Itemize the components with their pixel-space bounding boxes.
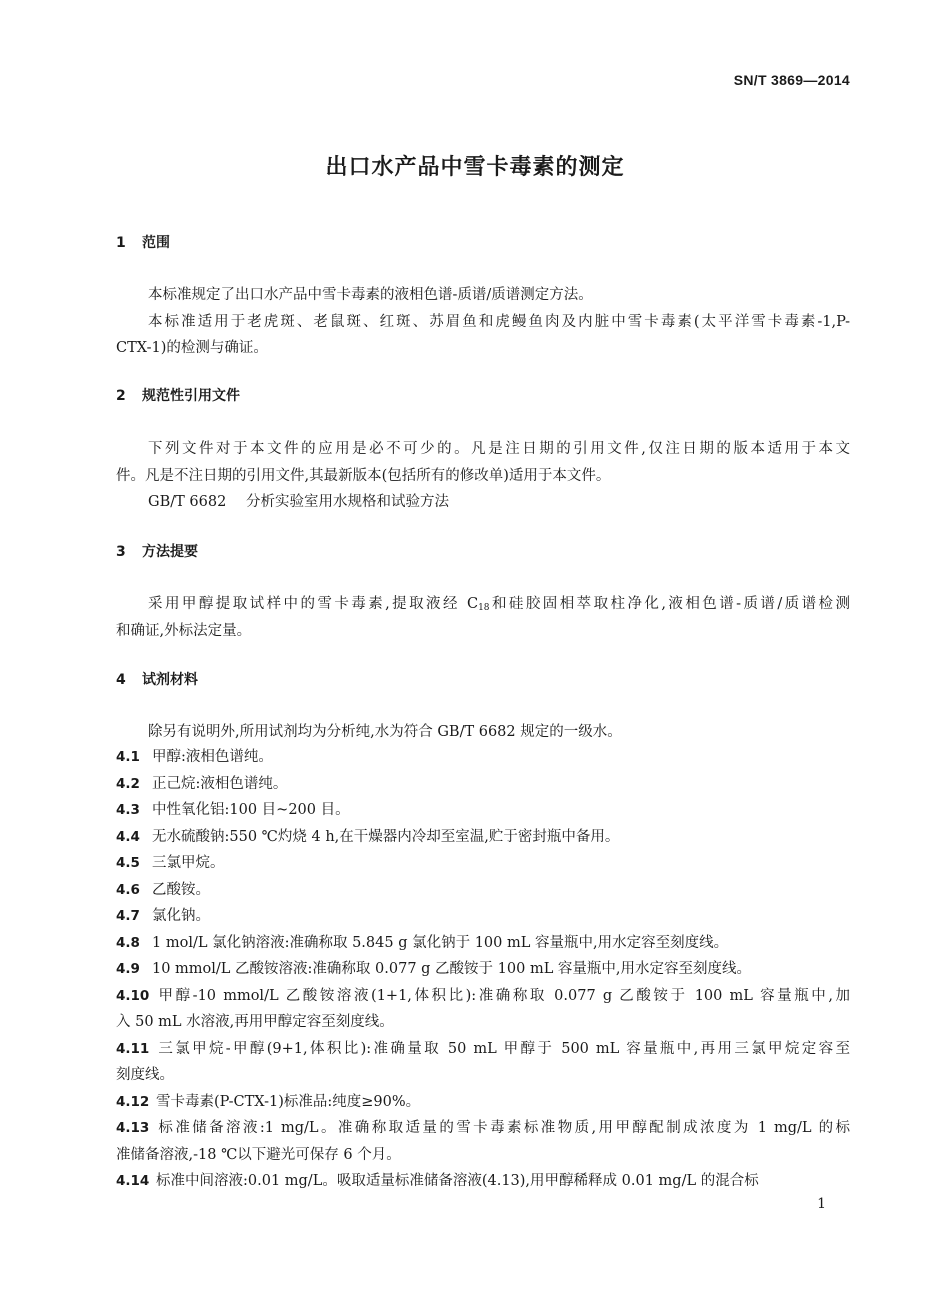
section-title: 规范性引用文件 (142, 388, 240, 404)
item-text: 无水硫酸钠:550 ℃灼烧 4 h,在干燥器内冷却至室温,贮于密封瓶中备用。 (152, 828, 620, 845)
section-number: 2 (116, 388, 126, 404)
document-title: 出口水产品中雪卡毒素的测定 (325, 155, 625, 180)
item-text: 三氯甲烷。 (152, 855, 225, 871)
reagent-item (116, 772, 850, 793)
reagent-item (116, 825, 850, 846)
item-text: 甲醇:液相色谱纯。 (152, 749, 273, 765)
section-4-heading (116, 669, 198, 689)
item-text: 氯化钠。 (152, 908, 210, 924)
item-number: 4.10 (116, 987, 150, 1004)
paragraph-continuation: CTX-1)的检测与确证。 (116, 340, 268, 356)
section-1-heading (116, 232, 170, 252)
paragraph: 本标准规定了出口水产品中雪卡毒素的液相色谱-质谱/质谱测定方法。 (148, 287, 593, 303)
item-number: 4.8 (116, 934, 140, 951)
normative-reference (148, 490, 449, 511)
section-title: 范围 (142, 235, 170, 251)
reagent-item (116, 798, 850, 819)
section-number: 4 (116, 672, 126, 688)
reference-title: 分析实验室用水规格和试验方法 (246, 494, 449, 510)
reagent-item (116, 1116, 850, 1137)
item-number: 4.13 (116, 1120, 150, 1136)
item-number: 4.14 (116, 1173, 150, 1189)
reagent-item (116, 1037, 850, 1058)
reagent-item (116, 1090, 850, 1111)
item-number: 4.11 (116, 1040, 150, 1057)
item-number: 4.7 (116, 908, 140, 924)
text-run: 和硅胶固相萃取柱净化,液相色谱-质谱/质谱检测 (489, 596, 850, 612)
paragraph-continuation: 件。凡是不注日期的引用文件,其最新版本(包括所有的修改单)适用于本文件。 (116, 468, 611, 484)
reagent-item (116, 1169, 850, 1190)
item-text: 标准中间溶液:0.01 mg/L。吸取适量标准储备溶液(4.13),用甲醇稀释成 0.01 mg/L 的混合标 (156, 1173, 759, 1189)
reagent-item (116, 957, 850, 978)
section-number: 3 (116, 544, 126, 560)
item-number: 4.2 (116, 775, 140, 792)
reference-code: GB/T 6682 (148, 494, 227, 510)
paragraph: 除另有说明外,所用试剂均为分析纯,水为符合 GB/T 6682 规定的一级水。 (148, 724, 622, 740)
paragraph-continuation: 和确证,外标法定量。 (116, 623, 252, 639)
item-text: 三氯甲烷-甲醇(9+1,体积比):准确量取 50 mL 甲醇于 500 mL 容量瓶中,再用三氯甲烷定容至 (156, 1040, 850, 1057)
item-text: 10 mmol/L 乙酸铵溶液:准确称取 0.077 g 乙酸铵于 100 mL 容量瓶中,用水定容至刻度线。 (152, 961, 752, 977)
paragraph: 本标准适用于老虎斑、老鼠斑、红斑、苏眉鱼和虎鳗鱼肉及内脏中雪卡毒素(太平洋雪卡毒素-1,P- (148, 314, 850, 330)
reagent-item (116, 931, 850, 952)
standard-code: SN/T 3869—2014 (733, 72, 850, 88)
reagent-item (116, 984, 850, 1005)
item-number: 4.4 (116, 828, 140, 845)
item-text: 中性氧化铝:100 目~200 目。 (152, 802, 350, 818)
section-3-heading (116, 541, 198, 561)
item-text: 乙酸铵。 (152, 881, 210, 898)
page-number: 1 (817, 1196, 826, 1212)
item-number: 4.3 (116, 802, 140, 818)
reagent-item (116, 745, 850, 766)
section-2-heading (116, 385, 240, 405)
paragraph: 下列文件对于本文件的应用是必不可少的。凡是注日期的引用文件,仅注日期的版本适用于本文 (148, 441, 850, 457)
item-number: 4.9 (116, 961, 140, 977)
section-title: 方法提要 (142, 544, 198, 560)
item-number: 4.12 (116, 1093, 150, 1110)
section-number: 1 (116, 235, 126, 251)
item-number: 4.6 (116, 881, 140, 898)
reagent-item (116, 904, 850, 925)
item-continuation: 入 50 mL 水溶液,再用甲醇定容至刻度线。 (116, 1014, 394, 1030)
text-run: 采用甲醇提取试样中的雪卡毒素,提取液经 C (148, 596, 479, 612)
item-text: 1 mol/L 氯化钠溶液:准确称取 5.845 g 氯化钠于 100 mL 容量瓶中,用水定容至刻度线。 (152, 934, 729, 951)
item-text: 正己烷:液相色谱纯。 (152, 775, 288, 792)
reagent-item (116, 878, 850, 899)
item-continuation: 刻度线。 (116, 1067, 174, 1083)
item-text: 标准储备溶液:1 mg/L。准确称取适量的雪卡毒素标准物质,用甲醇配制成浓度为 1 mg/L 的标 (156, 1120, 850, 1136)
item-text: 雪卡毒素(P-CTX-1)标准品:纯度≥90%。 (156, 1093, 421, 1110)
section-title: 试剂材料 (142, 672, 198, 688)
paragraph (148, 592, 850, 613)
item-number: 4.1 (116, 749, 140, 765)
subscript: 18 (478, 603, 490, 613)
item-number: 4.5 (116, 855, 140, 871)
item-continuation: 准储备溶液,-18 ℃以下避光可保存 6 个月。 (116, 1146, 401, 1163)
item-text: 甲醇-10 mmol/L 乙酸铵溶液(1+1,体积比):准确称取 0.077 g 乙酸铵于 100 mL 容量瓶中,加 (156, 987, 850, 1004)
reagent-item (116, 851, 850, 872)
